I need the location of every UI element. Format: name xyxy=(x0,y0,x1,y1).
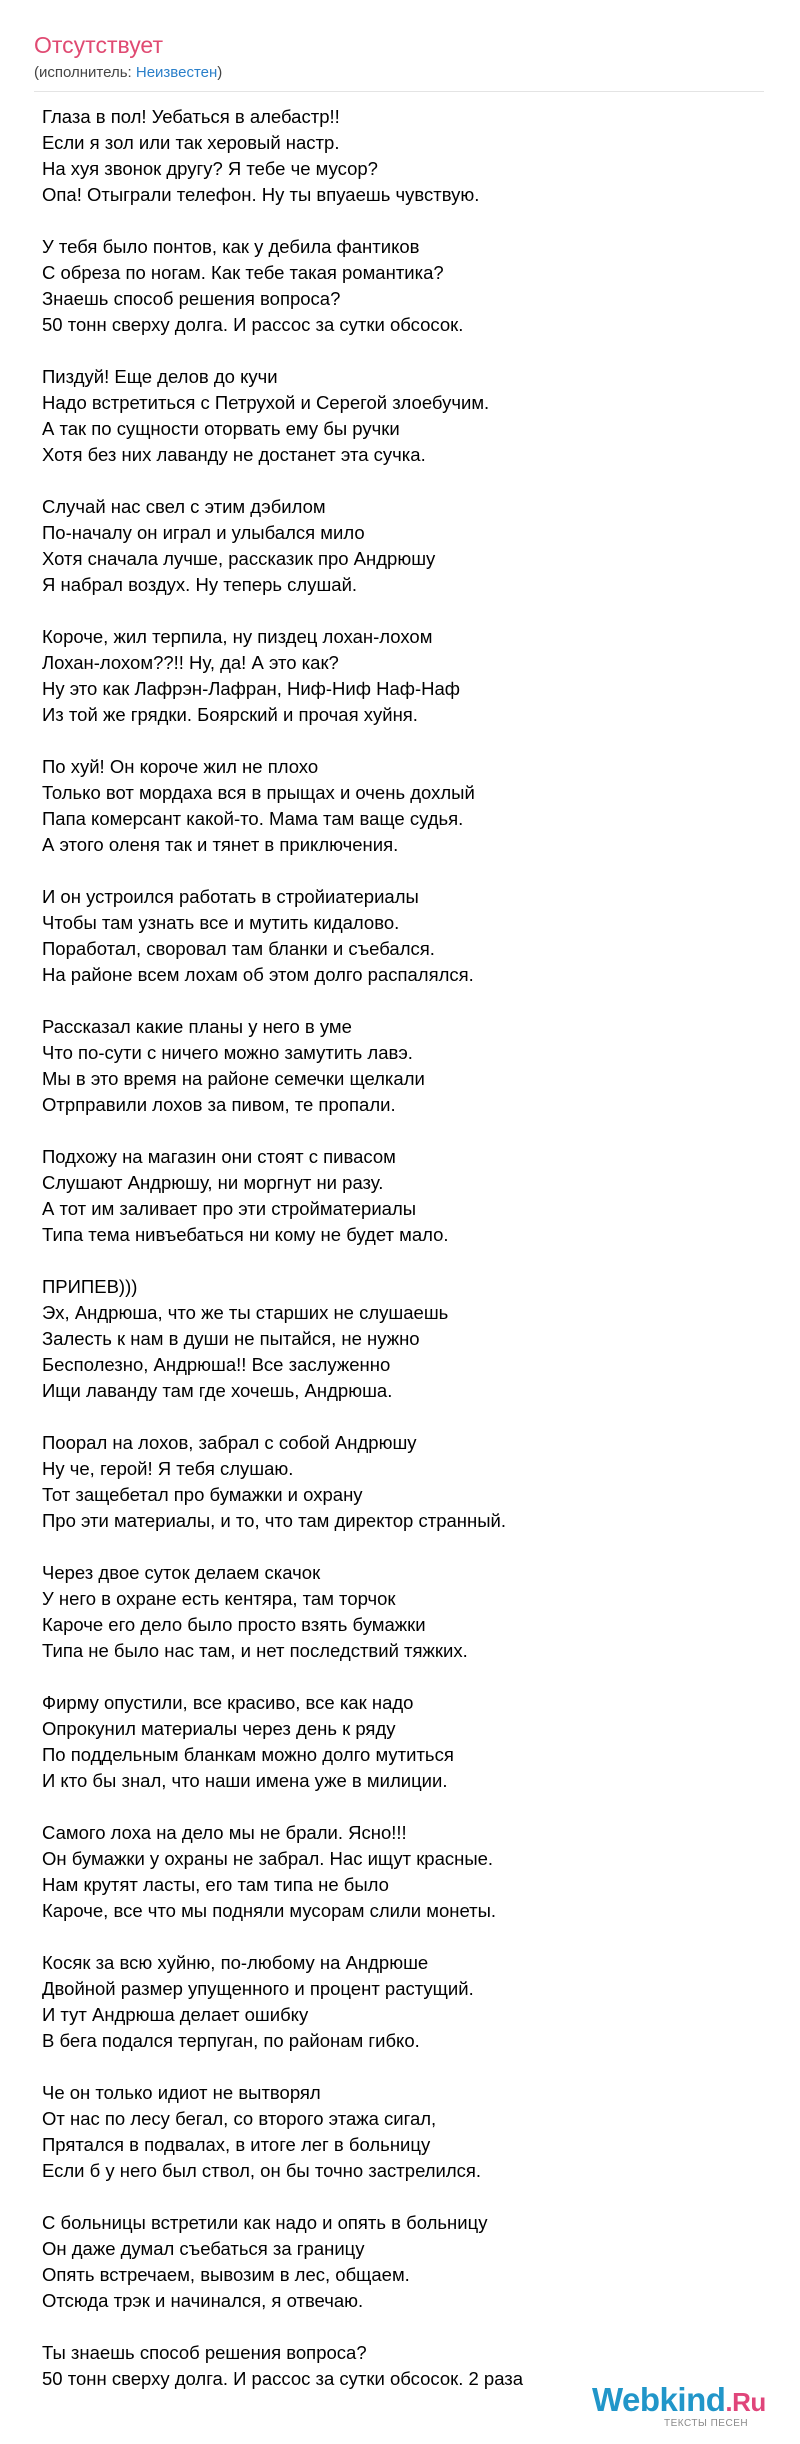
song-header xyxy=(34,30,764,84)
lyrics-line: Случай нас свел с этим дэбилом xyxy=(42,496,326,517)
lyrics-line: Мы в это время на районе семечки щелкали xyxy=(42,1068,425,1089)
lyrics-line: 50 тонн сверху долга. И рассос за сутки обсосок. xyxy=(42,314,464,335)
lyrics-line: Только вот мордаха вся в прыщах и очень дохлый xyxy=(42,782,475,803)
header-divider xyxy=(34,91,764,92)
lyrics-stanza xyxy=(42,884,762,988)
lyrics-line: В бега подался терпуган, по районам гибко. xyxy=(42,2030,420,2051)
lyrics-line: Кароче его дело было просто взять бумажки xyxy=(42,1614,426,1635)
lyrics-line: Короче, жил терпила, ну пиздец лохан-лохом xyxy=(42,626,433,647)
lyrics-line: А тот им заливает про эти стройматериалы xyxy=(42,1198,417,1219)
lyrics-line: Что по-сути с ничего можно замутить лавэ. xyxy=(42,1042,413,1063)
lyrics-line: Опа! Отыграли телефон. Ну ты впуаешь чувствую. xyxy=(42,184,480,205)
lyrics-line: Хотя без них лаванду не достанет эта сучка. xyxy=(42,444,426,465)
lyrics-stanza xyxy=(42,1560,762,1664)
lyrics-line: У тебя было понтов, как у дебила фантиков xyxy=(42,236,420,257)
lyrics-stanza xyxy=(42,1690,762,1794)
lyrics-stanza xyxy=(42,1014,762,1118)
lyrics-line: И тут Андрюша делает ошибку xyxy=(42,2004,309,2025)
lyrics-line: Я набрал воздух. Ну теперь слушай. xyxy=(42,574,358,595)
lyrics-line: Хотя сначала лучше, рассказик про Андрюшу xyxy=(42,548,436,569)
lyrics-line: Прятался в подвалах, в итоге лег в больницу xyxy=(42,2134,431,2155)
lyrics-line: А этого оленя так и тянет в приключения. xyxy=(42,834,399,855)
lyrics-line: Опрокунил материалы через день к ряду xyxy=(42,1718,396,1739)
lyrics-line: Про эти материалы, и то, что там директор странный. xyxy=(42,1510,506,1531)
artist-link[interactable]: Неизвестен xyxy=(135,64,218,81)
lyrics-line: На хуя звонок другу? Я тебе че мусор? xyxy=(42,158,378,179)
lyrics-line: Эх, Андрюша, что же ты старших не слушаешь xyxy=(42,1302,449,1323)
lyrics-line: Надо встретиться с Петрухой и Серегой злоебучим. xyxy=(42,392,490,413)
lyrics-line: С обреза по ногам. Как тебе такая романтика? xyxy=(42,262,444,283)
lyrics-line: Кароче, все что мы подняли мусорам слили монеты. xyxy=(42,1900,497,1921)
lyrics-line: Отрправили лохов за пивом, те пропали. xyxy=(42,1094,396,1115)
logo-suffix: .Ru xyxy=(725,2387,766,2417)
lyrics-line: Папа комерсант какой-то. Мама там ваще судья. xyxy=(42,808,464,829)
lyrics-line: Из той же грядки. Боярский и прочая хуйня. xyxy=(42,704,418,725)
lyrics-line: По хуй! Он короче жил не плохо xyxy=(42,756,319,777)
lyrics-line: По-началу он играл и улыбался мило xyxy=(42,522,365,543)
lyrics-line: Типа не было нас там, и нет последствий тяжких. xyxy=(42,1640,468,1661)
lyrics-stanza xyxy=(42,364,762,468)
lyrics-line: По поддельным бланкам можно долго мутиться xyxy=(42,1744,454,1765)
lyrics-stanza xyxy=(42,234,762,338)
lyrics-line: Залесть к нам в души не пытайся, не нужно xyxy=(42,1328,420,1349)
lyrics-line: Ну че, герой! Я тебя слушаю. xyxy=(42,1458,294,1479)
lyrics-line: Чтобы там узнать все и мутить кидалово. xyxy=(42,912,400,933)
lyrics-line: Лохан-лохом??!! Ну, да! А это как? xyxy=(42,652,339,673)
lyrics-line: Тот защебетал про бумажки и охрану xyxy=(42,1484,363,1505)
lyrics-line: Ты знаешь способ решения вопроса? xyxy=(42,2342,367,2363)
lyrics-line: Слушают Андрюшу, ни моргнут ни разу. xyxy=(42,1172,384,1193)
artist-suffix: ) xyxy=(217,64,223,81)
lyrics-line: Ищи лаванду там где хочешь, Андрюша. xyxy=(42,1380,393,1401)
lyrics-stanza xyxy=(42,624,762,728)
lyrics-line: Пиздуй! Еще делов до кучи xyxy=(42,366,278,387)
logo-wordmark xyxy=(592,2382,766,2420)
lyrics-line: Самого лоха на дело мы не брали. Ясно!!! xyxy=(42,1822,407,1843)
artist-line xyxy=(34,62,764,84)
lyrics-line: Че он только идиот не вытворял xyxy=(42,2082,321,2103)
lyrics-line: Нам крутят ласты, его там типа не было xyxy=(42,1874,389,1895)
lyrics-stanza xyxy=(42,1430,762,1534)
lyrics-line: Поработал, своровал там бланки и съебался. xyxy=(42,938,435,959)
lyrics-line: Глаза в пол! Уебаться в алебастр!! xyxy=(42,106,340,127)
lyrics-line: С больницы встретили как надо и опять в больницу xyxy=(42,2212,488,2233)
lyrics-line: Рассказал какие планы у него в уме xyxy=(42,1016,352,1037)
lyrics-line: Опять встречаем, вывозим в лес, общаем. xyxy=(42,2264,410,2285)
lyrics-line: И кто бы знал, что наши имена уже в милиции. xyxy=(42,1770,448,1791)
lyrics-line: Подхожу на магазин они стоят с пивасом xyxy=(42,1146,396,1167)
lyrics-line: Отсюда трэк и начинался, я отвечаю. xyxy=(42,2290,364,2311)
lyrics-stanza xyxy=(42,754,762,858)
lyrics-line: У него в охране есть кентяра, там торчок xyxy=(42,1588,396,1609)
lyrics-line: Если б у него был ствол, он бы точно застрелился. xyxy=(42,2160,482,2181)
lyrics-stanza xyxy=(42,104,762,208)
lyrics-stanza xyxy=(42,1144,762,1248)
lyrics-line: Ну это как Лафрэн-Лафран, Ниф-Ниф Наф-Наф xyxy=(42,678,461,699)
lyrics-line: Если я зол или так херовый настр. xyxy=(42,132,340,153)
lyrics-stanza xyxy=(42,1820,762,1924)
lyrics-stanza xyxy=(42,1950,762,2054)
lyrics-line: ПРИПЕВ))) xyxy=(42,1276,138,1297)
lyrics-line: Он бумажки у охраны не забрал. Нас ищут красные. xyxy=(42,1848,494,1869)
lyrics-body xyxy=(42,104,762,2418)
lyrics-line: Знаешь способ решения вопроса? xyxy=(42,288,341,309)
lyrics-line: И он устроился работать в стройиатериалы xyxy=(42,886,419,907)
lyrics-stanza xyxy=(42,2080,762,2184)
lyrics-line: Бесполезно, Андрюша!! Все заслуженно xyxy=(42,1354,391,1375)
lyrics-line: Типа тема нивъебаться ни кому не будет мало. xyxy=(42,1224,449,1245)
lyrics-stanza xyxy=(42,1274,762,1404)
logo-tagline: ТЕКСТЫ ПЕСЕН xyxy=(664,2418,749,2429)
lyrics-line: А так по сущности оторвать ему бы ручки xyxy=(42,418,400,439)
lyrics-line: На районе всем лохам об этом долго распалялся. xyxy=(42,964,474,985)
lyrics-line: Через двое суток делаем скачок xyxy=(42,1562,321,1583)
lyrics-line: Поорал на лохов, забрал с собой Андрюшу xyxy=(42,1432,417,1453)
lyrics-stanza xyxy=(42,494,762,598)
lyrics-line: Фирму опустили, все красиво, все как надо xyxy=(42,1692,414,1713)
webkind-logo[interactable] xyxy=(592,2382,782,2432)
lyrics-stanza xyxy=(42,2210,762,2314)
lyrics-line: Двойной размер упущенного и процент растущий. xyxy=(42,1978,474,1999)
logo-main-text: Webkind xyxy=(592,2381,726,2418)
artist-prefix: (исполнитель: xyxy=(34,64,136,81)
lyrics-line: Косяк за всю хуйню, по-любому на Андрюше xyxy=(42,1952,429,1973)
lyrics-line: От нас по лесу бегал, со второго этажа сигал, xyxy=(42,2108,437,2129)
lyrics-line: 50 тонн сверху долга. И рассос за сутки обсосок. 2 раза xyxy=(42,2368,524,2389)
lyrics-line: Он даже думал съебаться за границу xyxy=(42,2238,365,2259)
song-title: Отсутствует xyxy=(34,32,163,58)
